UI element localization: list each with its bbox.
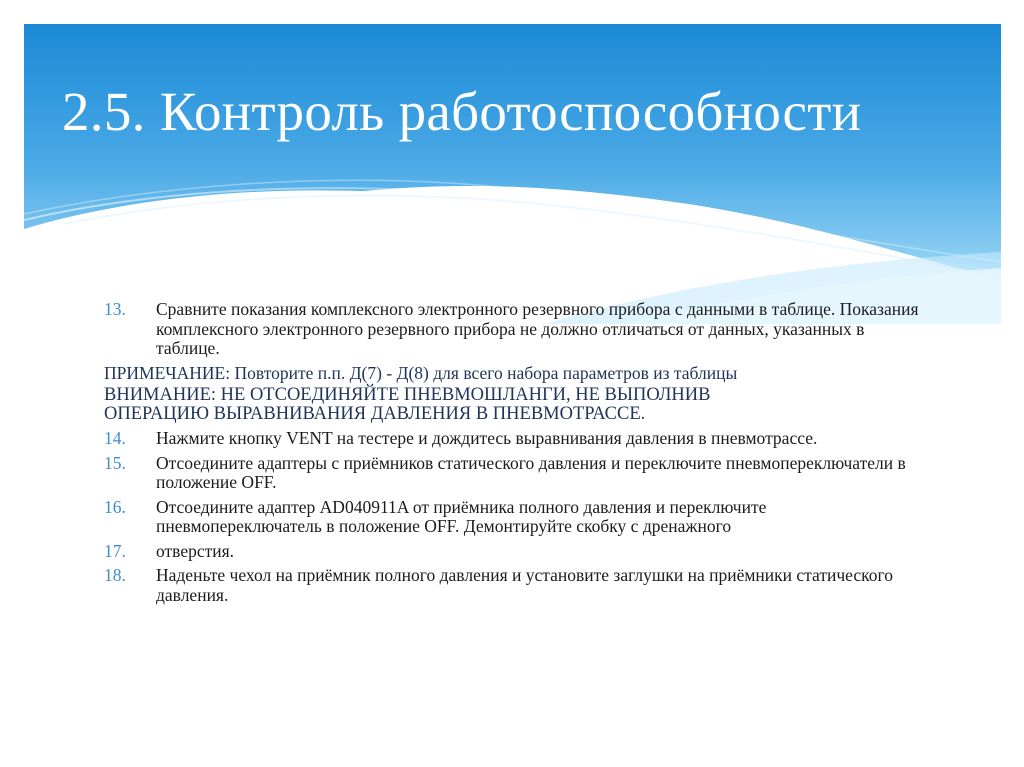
item-number: 13. [104, 299, 126, 319]
item-text: отверстия. [156, 540, 235, 561]
wave-header-background [24, 24, 1001, 324]
list-item-15 [104, 454, 924, 493]
item-number: 14. [104, 428, 126, 448]
warning-line-2: ОПЕРАЦИЮ ВЫРАВНИВАНИЯ ДАВЛЕНИЯ В ПНЕВМОТРАССЕ. [104, 404, 646, 424]
item-number: 15. [104, 452, 126, 473]
warning-text [104, 386, 924, 424]
item-text: Сравните показания комплексного электронного резервного прибора с данными в таблице. Показания комплексного электронного резервного прибора не должно отличаться от данных, указанных в таблице. [156, 299, 919, 358]
note-text: ПРИМЕЧАНИЕ: Повторите п.п. Д(7) - Д(8) для всего набора параметров из таблицы [104, 362, 738, 383]
list-item-14 [104, 429, 924, 449]
item-text: Отсоедините адаптер AD040911A от приёмника полного давления и переключите пневмопереключатель в положение OFF. Демонтируйте скобку с дренажного [156, 496, 767, 536]
item-text: Отсоедините адаптеры с приёмников статического давления и переключите пневмопереключатели в положение OFF. [156, 452, 906, 492]
item-number: 16. [104, 496, 126, 517]
list-item-18 [104, 566, 924, 605]
item-text: Наденьте чехол на приёмник полного давления и установите заглушки на приёмники статического давления. [156, 565, 893, 605]
item-text: Нажмите кнопку VENT на тестере и дождитесь выравнивания давления в пневмотрассе. [156, 428, 818, 448]
warning-line-1: ВНИМАНИЕ: НЕ ОТСОЕДИНЯЙТЕ ПНЕВМОШЛАНГИ, НЕ ВЫПОЛНИВ [104, 385, 711, 405]
list-item-13 [104, 300, 924, 359]
slide [24, 24, 1001, 743]
item-number: 18. [104, 565, 126, 585]
slide-title: 2.5. Контроль работоспособности [62, 81, 862, 142]
list-item-16 [104, 498, 924, 537]
item-number: 17. [104, 540, 126, 561]
list-item-17 [104, 542, 924, 562]
content-body [104, 300, 924, 610]
